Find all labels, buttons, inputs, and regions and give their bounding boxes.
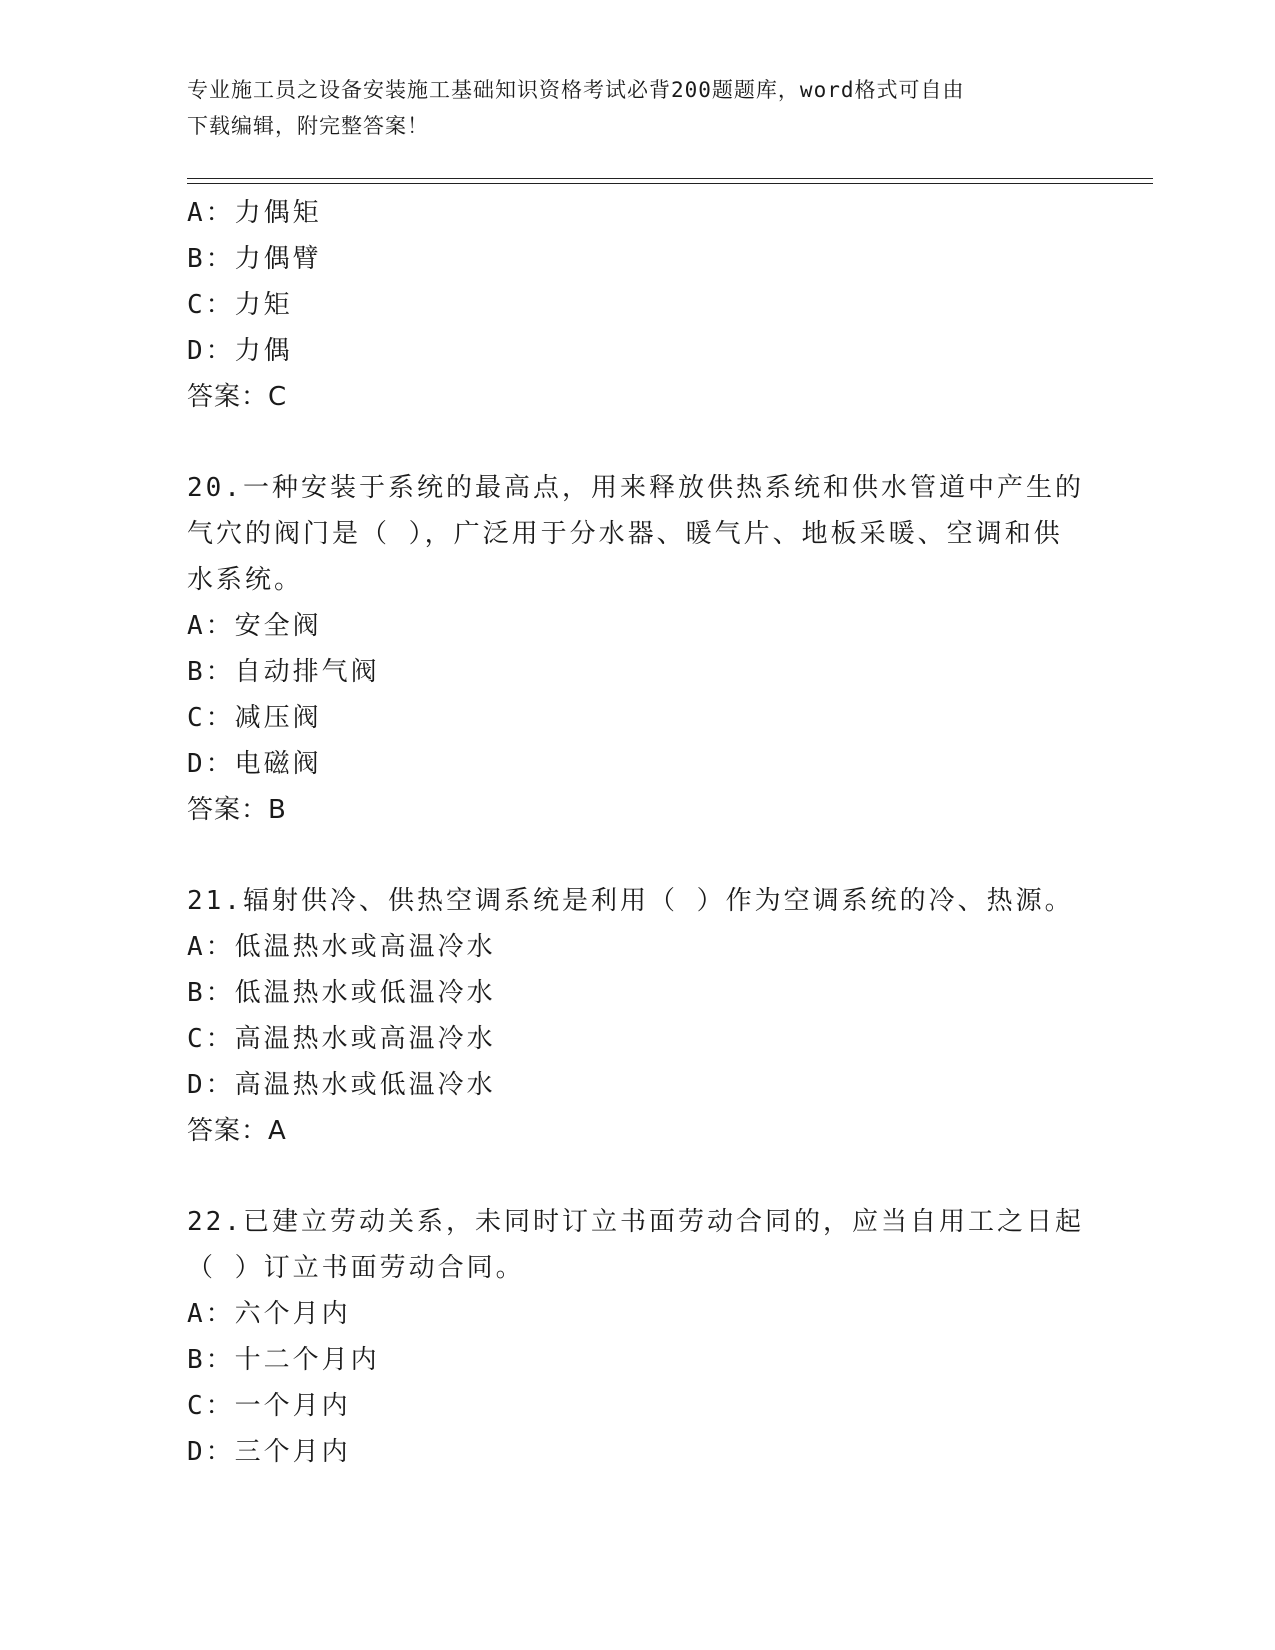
- option-d: D：电磁阀: [187, 749, 322, 779]
- option-c: C：高温热水或高温冷水: [187, 1024, 496, 1054]
- question-text-line: 气穴的阀门是（ ），广泛用于分水器、暖气片、地板采暖、空调和供: [187, 519, 1063, 549]
- option-c: C：力矩: [187, 290, 293, 320]
- question-list: [187, 190, 1087, 1475]
- option-d: D：高温热水或低温冷水: [187, 1070, 496, 1100]
- question-21: [187, 878, 1087, 1154]
- answer-line: 答案：C: [187, 382, 288, 412]
- header-title-line-2: 下载编辑，附完整答案！: [187, 114, 429, 138]
- header-rule-bottom: [187, 183, 1153, 184]
- question-text-line: 21.辐射供冷、供热空调系统是利用（ ）作为空调系统的冷、热源。: [187, 886, 1074, 916]
- option-d: D：力偶: [187, 336, 293, 366]
- document-header: [187, 72, 1067, 144]
- option-c: C：一个月内: [187, 1391, 351, 1421]
- option-d: D：三个月内: [187, 1437, 351, 1467]
- answer-line: 答案：B: [187, 795, 287, 825]
- question-text-line: 20.一种安装于系统的最高点，用来释放供热系统和供水管道中产生的: [187, 473, 1084, 503]
- option-b: B：十二个月内: [187, 1345, 380, 1375]
- option-c: C：减压阀: [187, 703, 322, 733]
- option-a: A：安全阀: [187, 611, 322, 641]
- option-a: A：力偶矩: [187, 198, 322, 228]
- question-text-line: （ ）订立书面劳动合同。: [187, 1253, 525, 1283]
- option-b: B：低温热水或低温冷水: [187, 978, 496, 1008]
- header-title-line-1: 专业施工员之设备安装施工基础知识资格考试必背200题题库，word格式可自由: [187, 78, 965, 102]
- question-text-line: 22.已建立劳动关系，未同时订立书面劳动合同的，应当自用工之日起: [187, 1207, 1084, 1237]
- answer-line: 答案：A: [187, 1116, 287, 1146]
- option-a: A：六个月内: [187, 1299, 351, 1329]
- header-rule-top: [187, 178, 1153, 179]
- question-text-line: 水系统。: [187, 565, 304, 595]
- question-19: [187, 190, 1087, 420]
- option-a: A：低温热水或高温冷水: [187, 932, 496, 962]
- option-b: B：自动排气阀: [187, 657, 380, 687]
- question-22: [187, 1199, 1087, 1475]
- option-b: B：力偶臂: [187, 244, 322, 274]
- question-20: [187, 465, 1087, 833]
